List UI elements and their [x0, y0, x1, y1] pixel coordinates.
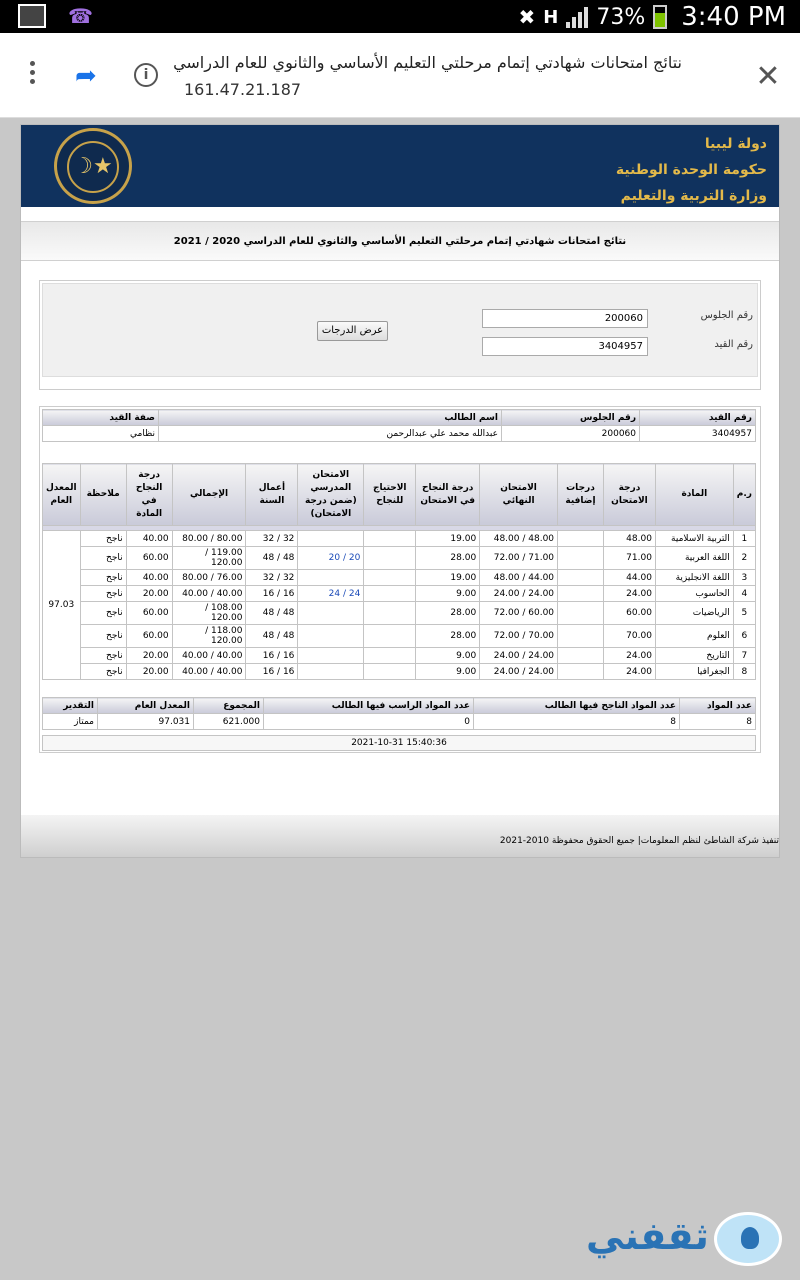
cell-pass-exam: 28.00 [416, 602, 480, 625]
info-icon[interactable]: i [134, 63, 158, 87]
cell-note: ناجح [80, 648, 126, 664]
cell-note: ناجح [80, 586, 126, 602]
header-student-name: اسم الطالب [159, 410, 502, 426]
cell-year-work: 32 / 32 [246, 531, 298, 547]
clock: 3:40 PM [681, 2, 786, 32]
header-banner [21, 125, 779, 207]
battery-icon [653, 5, 667, 29]
cell-note: ناجح [80, 547, 126, 570]
col-total: الإجمالي [172, 464, 246, 526]
cell-pass-subject: 60.00 [126, 625, 172, 648]
cell-exam-score: 48.00 [603, 531, 655, 547]
col-year-work: أعمال السنة [246, 464, 298, 526]
cell-year-work: 32 / 32 [246, 570, 298, 586]
cell-exam-score: 24.00 [603, 664, 655, 680]
cell-needed [364, 547, 416, 570]
cell-total: 76.00 / 80.00 [172, 570, 246, 586]
signal-icon [566, 6, 588, 28]
cell-extra [558, 570, 604, 586]
cell-pass-subject: 60.00 [126, 547, 172, 570]
cell-year-work: 48 / 48 [246, 547, 298, 570]
cell-subject: التربية الاسلامية [655, 531, 733, 547]
grade-value: ممتاز [43, 714, 98, 730]
header-enrollment-status: صفة القيد [43, 410, 159, 426]
col-extra: درجات إضافية [558, 464, 604, 526]
battery-percent: 73% [596, 4, 646, 30]
grade-row [43, 602, 756, 625]
header-reg-no: رقم القيد [640, 410, 756, 426]
cell-extra [558, 602, 604, 625]
cell-note: ناجح [80, 602, 126, 625]
cell-pass-exam: 28.00 [416, 625, 480, 648]
student-seat-no: 200060 [502, 426, 640, 442]
cell-needed [364, 602, 416, 625]
cell-final-exam: 71.00 / 72.00 [480, 547, 558, 570]
data-arrows-icon: H [543, 6, 559, 28]
col-note: ملاحظة [80, 464, 126, 526]
cell-exam-score: 44.00 [603, 570, 655, 586]
cell-pass-subject: 40.00 [126, 570, 172, 586]
cell-exam-score: 24.00 [603, 586, 655, 602]
cell-extra [558, 547, 604, 570]
col-needed: الاحتياج للنجاح [364, 464, 416, 526]
failed-count: 0 [264, 714, 474, 730]
cell-pass-subject: 40.00 [126, 531, 172, 547]
cell-pass-exam: 9.00 [416, 586, 480, 602]
cell-pass-exam: 19.00 [416, 570, 480, 586]
mute-icon: ✖ [518, 5, 536, 29]
cell-school-exam: 20 / 20 [298, 547, 364, 570]
student-name: عبدالله محمد علي عبدالرحمن [159, 426, 502, 442]
cell-index: 3 [733, 570, 755, 586]
cell-year-work: 48 / 48 [246, 602, 298, 625]
cell-subject: اللغة العربية [655, 547, 733, 570]
cell-needed [364, 586, 416, 602]
header-passed-count: عدد المواد الناجح فيها الطالب [474, 698, 680, 714]
cell-subject: الجغرافيا [655, 664, 733, 680]
results-panel [39, 406, 761, 753]
col-pass-exam: درجة النجاح في الامتحان [416, 464, 480, 526]
cell-total: 40.00 / 40.00 [172, 664, 246, 680]
cell-index: 7 [733, 648, 755, 664]
cell-final-exam: 24.00 / 24.00 [480, 586, 558, 602]
watermark-text: ثقفني [586, 1214, 709, 1258]
cell-total: 80.00 / 80.00 [172, 531, 246, 547]
cell-note: ناجح [80, 570, 126, 586]
footer-text: تنفيذ شركة الشاطئ لنظم المعلومات| جميع الحقوق محفوظة 2010-2021 [499, 836, 779, 846]
cell-needed [364, 570, 416, 586]
cell-school-exam [298, 625, 364, 648]
grades-table [42, 463, 756, 680]
passed-count: 8 [474, 714, 680, 730]
cell-school-exam [298, 570, 364, 586]
cell-school-exam [298, 531, 364, 547]
cell-year-work: 16 / 16 [246, 586, 298, 602]
web-page [20, 124, 780, 858]
col-exam-score: درجة الامتحان [603, 464, 655, 526]
cell-pass-subject: 20.00 [126, 586, 172, 602]
cell-general-average: 97.03 [43, 531, 81, 680]
cell-year-work: 48 / 48 [246, 625, 298, 648]
general-average: 97.031 [98, 714, 194, 730]
cell-subject: العلوم [655, 625, 733, 648]
cell-total: 119.00 / 120.00 [172, 547, 246, 570]
cell-exam-score: 24.00 [603, 648, 655, 664]
cell-needed [364, 625, 416, 648]
cell-school-exam [298, 664, 364, 680]
cell-total: 108.00 / 120.00 [172, 602, 246, 625]
sum-value: 621.000 [194, 714, 264, 730]
cell-index: 6 [733, 625, 755, 648]
cell-exam-score: 71.00 [603, 547, 655, 570]
grade-row [43, 547, 756, 570]
crescent-star-icon: ☽★ [67, 141, 119, 193]
site-watermark [586, 1210, 786, 1270]
cell-school-exam [298, 648, 364, 664]
cell-pass-subject: 20.00 [126, 664, 172, 680]
cell-subject: التاريخ [655, 648, 733, 664]
col-subject: المادة [655, 464, 733, 526]
page-title: نتائج امتحانات شهادتي إتمام مرحلتي التعليم الأساسي والثانوي للعام الدراسي 2020 / 2021 [21, 221, 779, 261]
status-bar [0, 0, 800, 33]
ministry-emblem [54, 128, 132, 204]
grade-row [43, 625, 756, 648]
student-info-table [42, 409, 756, 442]
browser-header [0, 33, 800, 118]
cell-pass-exam: 9.00 [416, 648, 480, 664]
cell-final-exam: 44.00 / 48.00 [480, 570, 558, 586]
seat-number-label: رقم الجلوس [700, 310, 753, 321]
grade-row [43, 648, 756, 664]
browser-url[interactable]: 161.47.21.187 [184, 80, 302, 99]
cell-pass-exam: 28.00 [416, 547, 480, 570]
grade-row [43, 586, 756, 602]
cell-exam-score: 70.00 [603, 625, 655, 648]
header-general-average: المعدل العام [98, 698, 194, 714]
grade-row [43, 664, 756, 680]
result-timestamp: 2021-10-31 15:40:36 [42, 735, 756, 751]
col-index: ر.م [733, 464, 755, 526]
cell-final-exam: 48.00 / 48.00 [480, 531, 558, 547]
cell-final-exam: 60.00 / 72.00 [480, 602, 558, 625]
page-footer [21, 815, 779, 857]
cell-pass-exam: 9.00 [416, 664, 480, 680]
header-sum: المجموع [194, 698, 264, 714]
cell-final-exam: 70.00 / 72.00 [480, 625, 558, 648]
cell-note: ناجح [80, 625, 126, 648]
cell-school-exam: 24 / 24 [298, 586, 364, 602]
cell-pass-subject: 20.00 [126, 648, 172, 664]
registration-number-input[interactable]: 3404957 [482, 337, 648, 356]
cell-extra [558, 664, 604, 680]
ministry-name: وزارة التربية والتعليم [620, 188, 767, 204]
grade-row [43, 531, 756, 547]
gallery-icon [18, 4, 46, 28]
cell-final-exam: 24.00 / 24.00 [480, 664, 558, 680]
cell-note: ناجح [80, 664, 126, 680]
search-form [39, 280, 761, 390]
col-pass-subject: درجة النجاح في المادة [126, 464, 172, 526]
lightbulb-icon [714, 1212, 782, 1266]
col-average: المعدل العام [43, 464, 81, 526]
cell-pass-exam: 19.00 [416, 531, 480, 547]
cell-final-exam: 24.00 / 24.00 [480, 648, 558, 664]
col-final-exam: الامتحان النهائي [480, 464, 558, 526]
cell-pass-subject: 60.00 [126, 602, 172, 625]
cell-school-exam [298, 602, 364, 625]
cell-index: 5 [733, 602, 755, 625]
cell-index: 8 [733, 664, 755, 680]
cell-subject: اللغة الانجليزية [655, 570, 733, 586]
subject-count: 8 [680, 714, 756, 730]
cell-needed [364, 531, 416, 547]
cell-total: 40.00 / 40.00 [172, 648, 246, 664]
cell-note: ناجح [80, 531, 126, 547]
browser-page-title: نتائج امتحانات شهادتي إتمام مرحلتي التعليم الأساسي والثانوي للعام الدراسي [173, 53, 682, 72]
cell-subject: الرياضيات [655, 602, 733, 625]
header-seat-no: رقم الجلوس [502, 410, 640, 426]
cell-subject: الحاسوب [655, 586, 733, 602]
cell-needed [364, 648, 416, 664]
cell-total: 118.00 / 120.00 [172, 625, 246, 648]
show-grades-button[interactable]: عرض الدرجات [317, 321, 388, 341]
cell-year-work: 16 / 16 [246, 648, 298, 664]
grade-row [43, 570, 756, 586]
cell-total: 40.00 / 40.00 [172, 586, 246, 602]
country-name: دولة ليبيا [704, 136, 767, 152]
cell-index: 2 [733, 547, 755, 570]
cell-exam-score: 60.00 [603, 602, 655, 625]
header-grade: التقدير [43, 698, 98, 714]
col-school-exam: الامتحان المدرسي (ضمن درجة الامتحان) [298, 464, 364, 526]
more-options-icon[interactable] [24, 61, 40, 88]
share-icon[interactable]: ➦ [75, 61, 97, 91]
cell-index: 1 [733, 531, 755, 547]
cell-extra [558, 625, 604, 648]
student-status: نظامي [43, 426, 159, 442]
cell-extra [558, 531, 604, 547]
cell-extra [558, 586, 604, 602]
cell-year-work: 16 / 16 [246, 664, 298, 680]
cell-index: 4 [733, 586, 755, 602]
cell-needed [364, 664, 416, 680]
summary-table [42, 697, 756, 730]
student-reg-no: 3404957 [640, 426, 756, 442]
seat-number-input[interactable]: 200060 [482, 309, 648, 328]
cell-extra [558, 648, 604, 664]
viber-icon: ☎ [68, 4, 93, 28]
header-subject-count: عدد المواد [680, 698, 756, 714]
government-name: حكومة الوحدة الوطنية [615, 162, 767, 178]
registration-number-label: رقم القيد [714, 339, 753, 350]
header-failed-count: عدد المواد الراسب فيها الطالب [264, 698, 474, 714]
close-icon[interactable]: ✕ [755, 59, 781, 94]
